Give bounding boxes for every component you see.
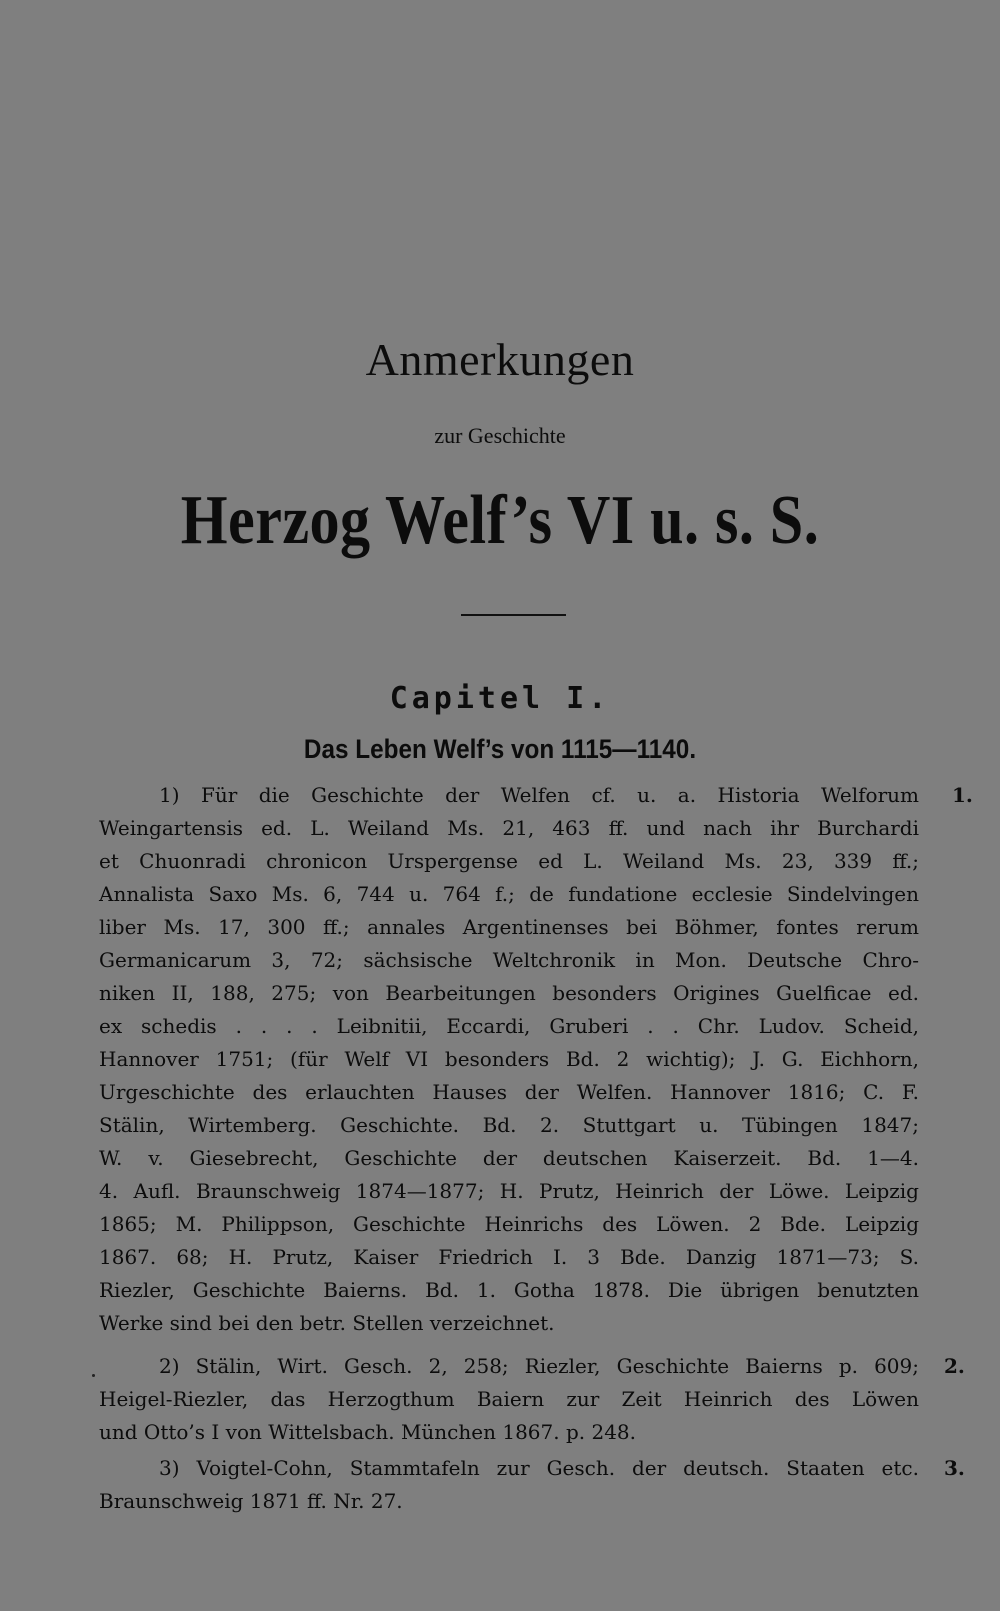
text-line: ex schedis . . . . Leibnitii, Eccardi, Gruberi . . Chr. Ludov. Scheid, [99,1014,919,1038]
text-line: niken II, 188, 275; von Bearbeitungen besonders Origines Guelficae ed. [99,981,919,1005]
divider-rule [461,614,566,616]
text-line: W. v. Giesebrecht, Geschichte der deutschen Kaiserzeit. Bd. 1—4. [99,1146,919,1170]
text-line: Weingartensis ed. L. Weiland Ms. 21, 463 ff. und nach ihr Burchardi [99,816,919,840]
page-title: Anmerkungen [365,334,635,385]
text-line: Riezler, Geschichte Baierns. Bd. 1. Gotha 1878. Die übrigen benutzten [99,1278,919,1302]
text-line: Heigel-Riezler, das Herzogthum Baiern zur Zeit Heinrich des Löwen [99,1387,919,1411]
text-line: Werke sind bei den betr. Stellen verzeichnet. [99,1311,555,1335]
margin-number: 2. [944,1354,965,1378]
margin-number: 1. [952,783,973,807]
ink-speck [92,1374,95,1377]
text-line: 1865; M. Philippson, Geschichte Heinrichs des Löwen. 2 Bde. Leipzig [99,1212,919,1236]
text-line: 3) Voigtel-Cohn, Stammtafeln zur Gesch. der deutsch. Staaten etc. [159,1456,919,1480]
text-line: liber Ms. 17, 300 ff.; annales Argentinenses bei Böhmer, fontes rerum [99,915,919,939]
text-line: Stälin, Wirtemberg. Geschichte. Bd. 2. Stuttgart u. Tübingen 1847; [99,1113,919,1137]
text-line: 4. Aufl. Braunschweig 1874—1877; H. Prutz, Heinrich der Löwe. Leipzig [99,1179,919,1203]
page-subtitle: zur Geschichte [434,423,566,448]
text-line: Urgeschichte des erlauchten Hauses der Welfen. Hannover 1816; C. F. [99,1080,919,1104]
text-line: 2) Stälin, Wirt. Gesch. 2, 258; Riezler, Geschichte Baierns p. 609; [159,1354,919,1378]
book-title: Herzog Welf’s VI u. s. S. [180,482,820,559]
text-line: Annalista Saxo Ms. 6, 744 u. 764 f.; de fundatione ecclesie Sindelvingen [99,882,919,906]
chapter-heading: Capitel I. [389,681,611,716]
text-line: 1867. 68; H. Prutz, Kaiser Friedrich I. 3 Bde. Danzig 1871—73; S. [99,1245,919,1269]
text-line: 1) Für die Geschichte der Welfen cf. u. a. Historia Welforum [159,783,919,807]
text-line: und Otto’s I von Wittelsbach. München 1867. p. 248. [99,1420,637,1444]
chapter-subtitle: Das Leben Welf’s von 1115—1140. [303,734,697,764]
text-line: et Chuonradi chronicon Urspergense ed L. Weiland Ms. 23, 339 ff.; [99,849,919,873]
text-line: Hannover 1751; (für Welf VI besonders Bd. 2 wichtig); J. G. Eichhorn, [99,1047,919,1071]
text-line: Germanicarum 3, 72; sächsische Weltchronik in Mon. Deutsche Chro- [99,948,919,972]
margin-number: 3. [944,1456,965,1480]
text-line: Braunschweig 1871 ff. Nr. 27. [99,1489,403,1513]
